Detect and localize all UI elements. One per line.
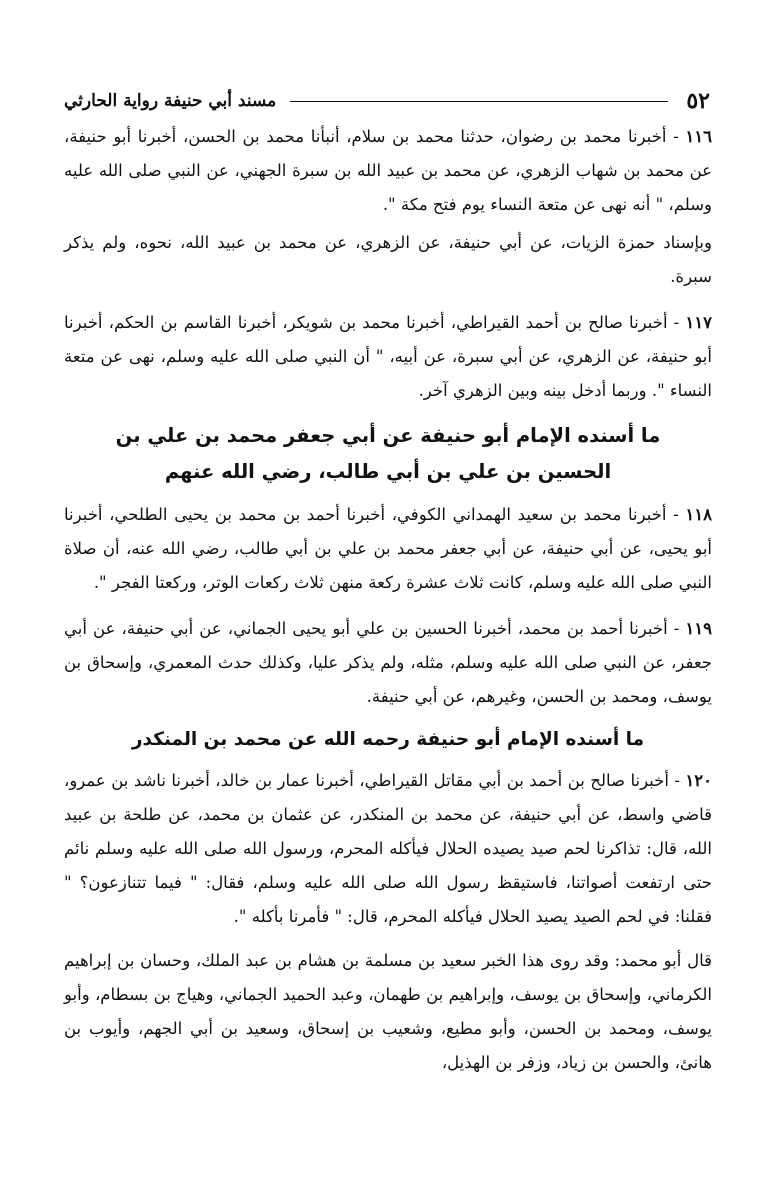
commentary-text: قال أبو محمد: وقد روى هذا الخبر سعيد بن مسلمة بن هشام بن عبد الملك، وحسان بن إبراهيم الكرماني، وإسحاق بن يوسف، وإبراهيم بن طهمان، وعبد الحميد الجماني، وهياج بن بسطام، وأبو يوسف، ومحمد بن الحسن، وأبو مطيع، وشعيب بن إسحاق، وسعيد بن أبي الجهم، وأيوب بن هانئ، والحسن بن زياد، وزفر بن الهذيل، (64, 951, 712, 1072)
running-title: مسند أبي حنيفة رواية الحارثي (64, 91, 277, 111)
section-heading-abu-jafar (64, 418, 712, 490)
hadith-text: - أخبرنا محمد بن سعيد الهمداني الكوفي، أخبرنا أحمد بن محمد بن يحيى الطلحي، أخبرنا أبو يحيى، عن أبي حنيفة، عن أبي جعفر محمد بن علي بن أبي طالب، رضي الله عنه، أن صلاة النبي صلى الله عليه وسلم، كانت ثلاث عشرة ركعة منهن ثلاث ركعات الوتر، وركعتا الفجر ". (64, 505, 712, 592)
hadith-116 (64, 120, 712, 222)
page-header (64, 88, 710, 114)
hadith-number: ١١٦ (685, 127, 712, 146)
hadith-119 (64, 612, 712, 714)
hadith-text: - أخبرنا أحمد بن محمد، أخبرنا الحسين بن علي أبو يحيى الجماني، عن أبي حنيفة، عن أبي جعفر، عن النبي صلى الله عليه وسلم، مثله، ولم يذكر عليا، وكذلك حدث المعمري، وإسحاق بن يوسف، ومحمد بن الحسن، وغيرهم، عن أبي حنيفة. (64, 619, 712, 706)
hadith-number: ١١٩ (685, 619, 712, 638)
hadith-text: وبإسناد حمزة الزيات، عن أبي حنيفة، عن الزهري، عن محمد بن عبيد الله، نحوه، ولم يذكر سبرة. (64, 233, 712, 286)
hadith-text: - أخبرنا صالح بن أحمد القيراطي، أخبرنا محمد بن شويكر، أخبرنا القاسم بن الحكم، أخبرنا أبو حنيفة، عن الزهري، عن أبي سبرة، عن أبيه، " أن النبي صلى الله عليه وسلم، نهى عن متعة النساء ". وربما أدخل بينه وبين الزهري آخر. (64, 313, 712, 400)
section-heading-line: الحسين بن علي بن أبي طالب، رضي الله عنهم (164, 460, 612, 483)
hadith-text: - أخبرنا محمد بن رضوان، حدثنا محمد بن سلام، أنبأنا محمد بن الحسن، أخبرنا أبو حنيفة، عن محمد بن شهاب الزهري، عن محمد بن عبيد الله بن سبرة الجهني، عن النبي صلى الله عليه وسلم، " أنه نهى عن متعة النساء يوم فتح مكة ". (64, 127, 712, 214)
hadith-text: - أخبرنا صالح بن أحمد بن أبي مقاتل القيراطي، أخبرنا عمار بن خالد، أخبرنا ناشد بن عمرو، قاضي واسط، عن أبي حنيفة، عن محمد بن المنكدر، عن عثمان بن محمد، عن طلحة بن عبيد الله، قال: تذاكرنا لحم صيد يصيده الحلال فيأكله المحرم، ورسول الله صلى الله عليه وسلم نائم حتى ارتفعت أصواتنا، فاستيقظ رسول الله صلى الله عليه وسلم، فقال: " فيما تتنازعون؟ " فقلنا: في لحم الصيد يصيد الحلال فيأكله المحرم، قال: " فأمرنا بأكله ". (64, 771, 712, 926)
section-heading-ibn-munkadir: ما أسنده الإمام أبو حنيفة رحمه الله عن محمد بن المنكدر (131, 729, 645, 750)
page-body (64, 120, 712, 1084)
hadith-120 (64, 764, 712, 934)
commentary-paragraph (64, 944, 712, 1080)
hadith-118 (64, 498, 712, 600)
hadith-number: ١١٨ (685, 505, 712, 524)
hadith-117 (64, 306, 712, 408)
header-rule (290, 101, 668, 102)
page-number: ٥٢ (686, 88, 710, 114)
hadith-number: ١١٧ (685, 313, 712, 332)
hadith-116-note (64, 226, 712, 294)
section-heading-line: ما أسنده الإمام أبو حنيفة عن أبي جعفر محمد بن علي بن (115, 424, 661, 447)
hadith-number: ١٢٠ (685, 771, 712, 790)
